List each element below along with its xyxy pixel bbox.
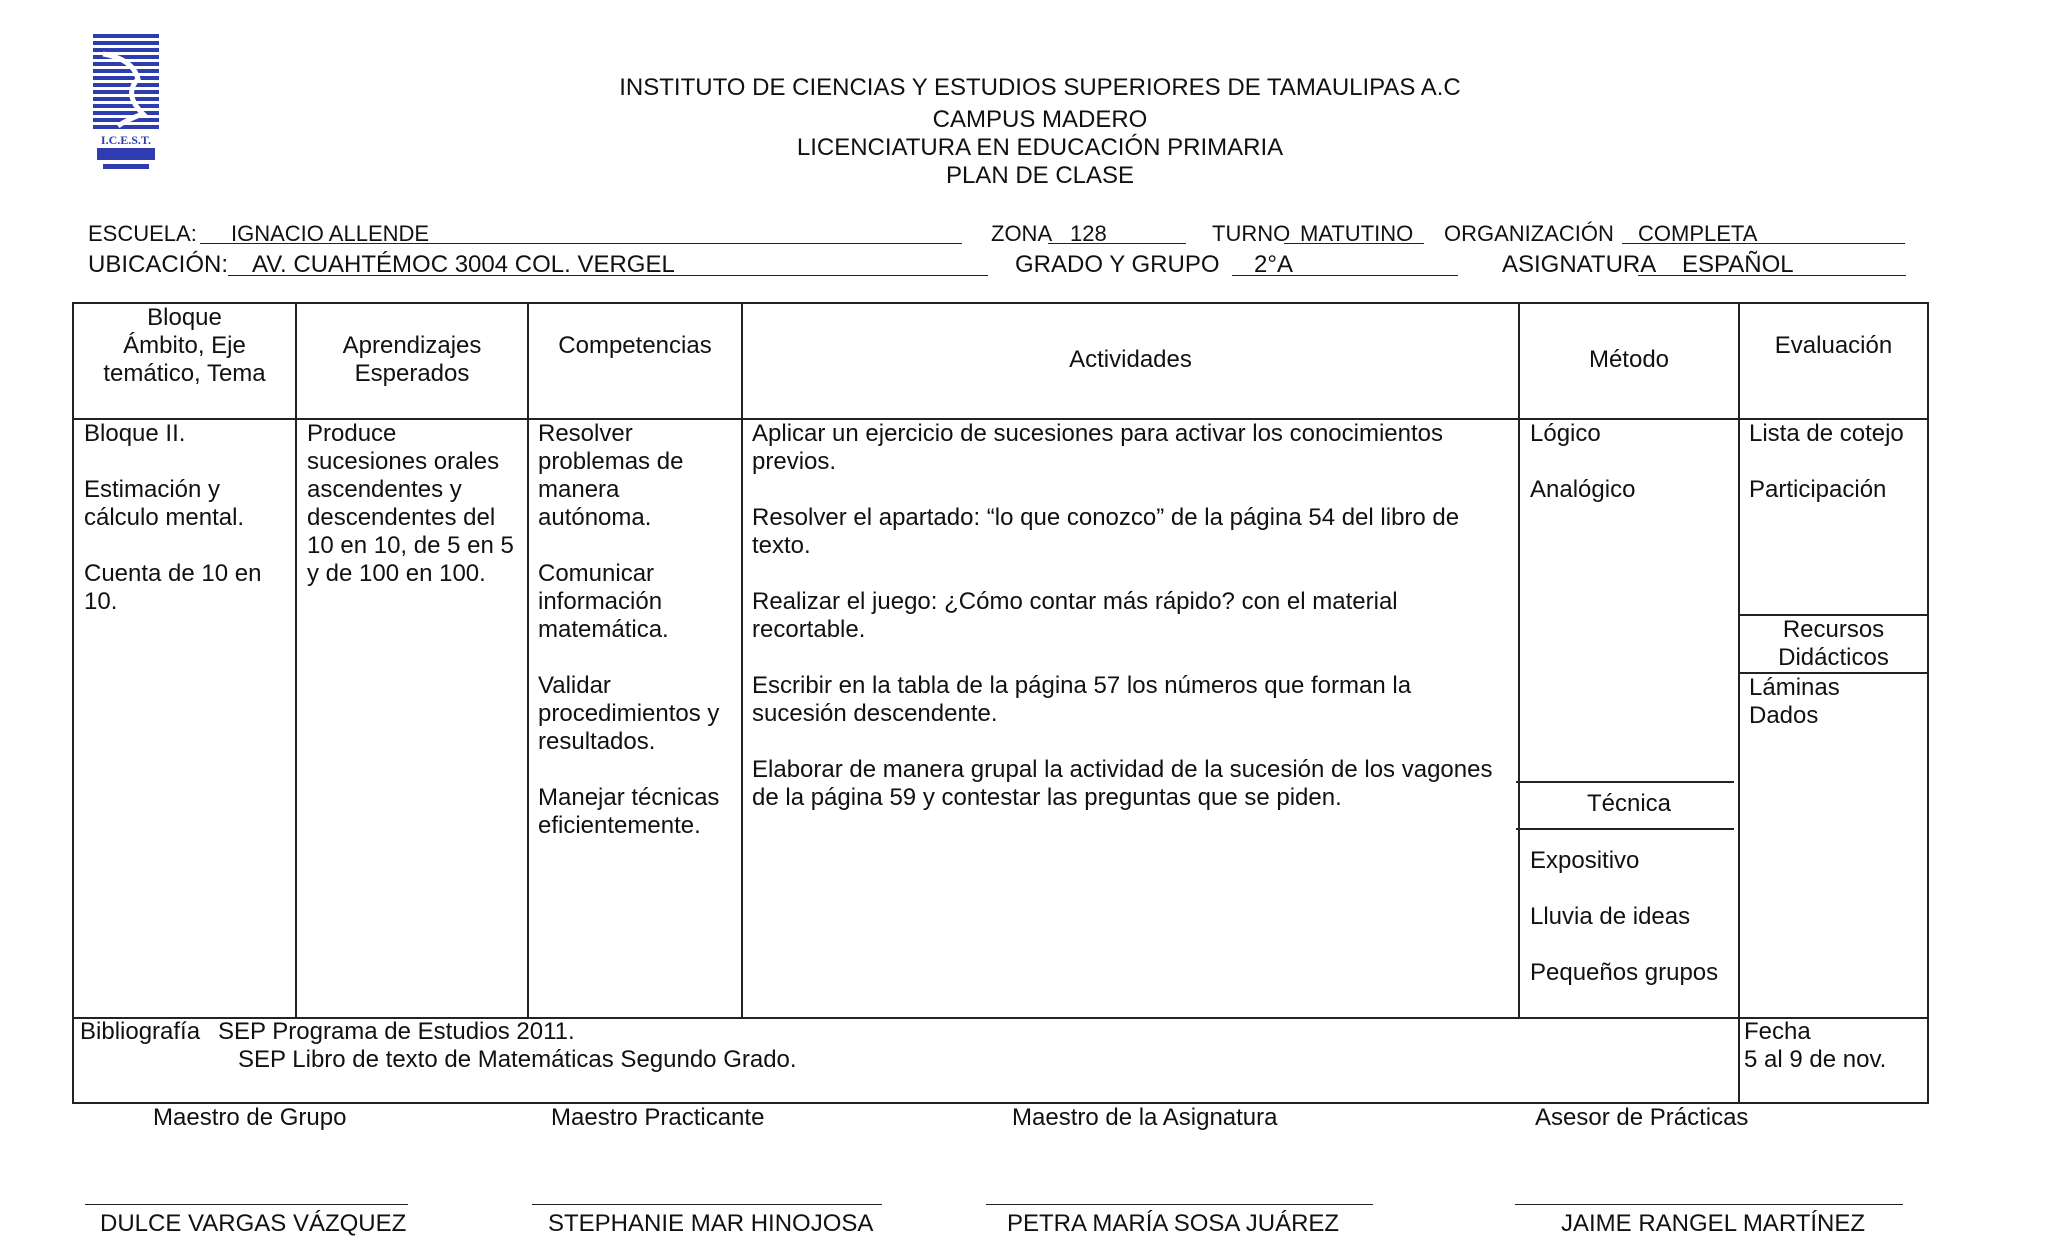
institution-name: INSTITUTO DE CIENCIAS Y ESTUDIOS SUPERIORES DE TAMAULIPAS A.C xyxy=(619,74,1461,101)
fecha-value: 5 al 9 de nov. xyxy=(1744,1046,1887,1073)
metodo-2: Analógico xyxy=(1530,476,1636,503)
grado-value: 2°A xyxy=(1254,251,1293,278)
signature-role-3: Maestro de la Asignatura xyxy=(1012,1104,1278,1131)
col-divider-4 xyxy=(1518,302,1520,1018)
recursos-header-line2: Didácticos xyxy=(1778,644,1889,671)
competencia-2: Comunicar información matemática. xyxy=(538,560,669,643)
turno-value: MATUTINO xyxy=(1300,221,1414,246)
tecnica-bottom-line xyxy=(1516,828,1734,830)
col-divider-3 xyxy=(741,302,743,1018)
ubicacion-value: AV. CUAHTÉMOC 3004 COL. VERGEL xyxy=(252,251,675,278)
signature-role-1: Maestro de Grupo xyxy=(153,1104,347,1131)
header-bloque xyxy=(74,304,295,388)
escuela-value: IGNACIO ALLENDE xyxy=(231,221,430,246)
col-divider-5 xyxy=(1738,302,1740,1104)
header-evaluacion: Evaluación xyxy=(1774,332,1893,359)
header-competencias: Competencias xyxy=(558,332,712,359)
signature-line-3 xyxy=(986,1204,1373,1205)
actividad-1: Aplicar un ejercicio de sucesiones para activar los conocimientos previos. xyxy=(752,420,1444,475)
actividad-4: Escribir en la tabla de la página 57 los números que forman la sucesión descendente. xyxy=(752,672,1412,727)
actividad-3: Realizar el juego: ¿Cómo contar más rápido? con el material recortable. xyxy=(752,588,1398,643)
header-aprendizajes-line2: Esperados xyxy=(354,360,470,387)
campus-name: CAMPUS MADERO xyxy=(932,106,1148,133)
bloque-text-3: Cuenta de 10 en 10. xyxy=(84,560,262,615)
actividad-2: Resolver el apartado: “lo que conozco” de la página 54 del libro de texto. xyxy=(752,504,1460,559)
organizacion-label: ORGANIZACIÓN xyxy=(1444,221,1614,246)
signature-name-2: STEPHANIE MAR HINOJOSA xyxy=(548,1210,874,1237)
header-aprendizajes xyxy=(297,332,527,388)
col-divider-1 xyxy=(295,302,297,1018)
signature-line-2 xyxy=(532,1204,882,1205)
signature-name-1: DULCE VARGAS VÁZQUEZ xyxy=(100,1210,407,1237)
table-top-border xyxy=(72,302,1929,304)
actividades-cell xyxy=(752,420,1512,840)
zona-value: 128 xyxy=(1070,221,1107,246)
evaluacion-1: Lista de cotejo xyxy=(1749,420,1904,447)
tecnica-cell xyxy=(1530,847,1735,1015)
document-title: PLAN DE CLASE xyxy=(945,162,1135,189)
competencias-cell xyxy=(538,420,738,868)
escuela-label: ESCUELA: xyxy=(88,221,197,246)
degree-name: LICENCIATURA EN EDUCACIÓN PRIMARIA xyxy=(796,134,1284,161)
bloque-text-2: Estimación y cálculo mental. xyxy=(84,476,245,531)
logo-acronym: I.C.E.S.T. xyxy=(100,133,152,147)
tecnica-header: Técnica xyxy=(1586,790,1672,817)
signature-name-4: JAIME RANGEL MARTÍNEZ xyxy=(1561,1210,1866,1237)
fecha-label: Fecha xyxy=(1744,1018,1811,1045)
turno-label: TURNO xyxy=(1212,221,1291,246)
actividad-5: Elaborar de manera grupal la actividad de la sucesión de los vagones de la página 59 y contestar las preguntas que se piden. xyxy=(752,756,1493,811)
evaluacion-2: Participación xyxy=(1749,476,1887,503)
header-actividades: Actividades xyxy=(1069,346,1192,373)
zona-underline xyxy=(1048,243,1186,244)
asignatura-value: ESPAÑOL xyxy=(1682,251,1794,278)
grado-label: GRADO Y GRUPO xyxy=(1015,251,1220,278)
col-divider-2 xyxy=(527,302,529,1018)
asignatura-label: ASIGNATURA xyxy=(1502,251,1657,278)
aprendizajes-cell: Produce sucesiones orales ascendentes y descendentes del 10 en 10, de 5 en 5 y de 100 en 100. xyxy=(307,420,514,587)
bloque-cell xyxy=(84,420,289,644)
tecnica-top-line xyxy=(1516,781,1734,783)
signature-line-4 xyxy=(1515,1204,1903,1205)
header-bloque-line3: temático, Tema xyxy=(103,360,266,387)
metodo-cell xyxy=(1530,420,1735,532)
signature-role-4: Asesor de Prácticas xyxy=(1535,1104,1749,1131)
table-left-border xyxy=(72,302,74,1104)
organizacion-value: COMPLETA xyxy=(1638,221,1758,246)
recurso-1: Láminas xyxy=(1749,674,1840,701)
bibliografia-entry-2: SEP Libro de texto de Matemáticas Segundo Grado. xyxy=(238,1046,797,1073)
competencia-1: Resolver problemas de manera autónoma. xyxy=(538,420,684,531)
tecnica-3: Pequeños grupos xyxy=(1530,959,1719,986)
signature-role-2: Maestro Practicante xyxy=(551,1104,765,1131)
recursos-header xyxy=(1740,616,1927,672)
ubicacion-label: UBICACIÓN: xyxy=(88,251,229,278)
bibliografia-label: Bibliografía xyxy=(80,1018,201,1045)
header-bloque-line1: Bloque xyxy=(147,304,222,331)
header-metodo: Método xyxy=(1588,346,1670,373)
competencia-4: Manejar técnicas eficientemente. xyxy=(538,784,720,839)
bibliografia-entry-1: SEP Programa de Estudios 2011. xyxy=(218,1018,575,1045)
zona-label: ZONA xyxy=(991,221,1053,246)
metodo-1: Lógico xyxy=(1530,420,1601,447)
evaluacion-cell xyxy=(1749,420,1927,532)
tecnica-1: Expositivo xyxy=(1530,847,1640,874)
header-bloque-line2: Ámbito, Eje xyxy=(123,332,246,359)
competencia-3: Validar procedimientos y resultados. xyxy=(538,672,720,755)
signature-line-1 xyxy=(85,1204,408,1205)
recursos-cell xyxy=(1749,674,1927,730)
table-right-border xyxy=(1927,302,1929,1104)
tecnica-2: Lluvia de ideas xyxy=(1530,903,1691,930)
bloque-text-1: Bloque II. xyxy=(84,420,186,447)
recurso-2: Dados xyxy=(1749,702,1819,729)
signature-name-3: PETRA MARÍA SOSA JUÁREZ xyxy=(1007,1210,1340,1237)
recursos-header-line1: Recursos xyxy=(1782,616,1885,643)
header-aprendizajes-line1: Aprendizajes xyxy=(342,332,482,359)
